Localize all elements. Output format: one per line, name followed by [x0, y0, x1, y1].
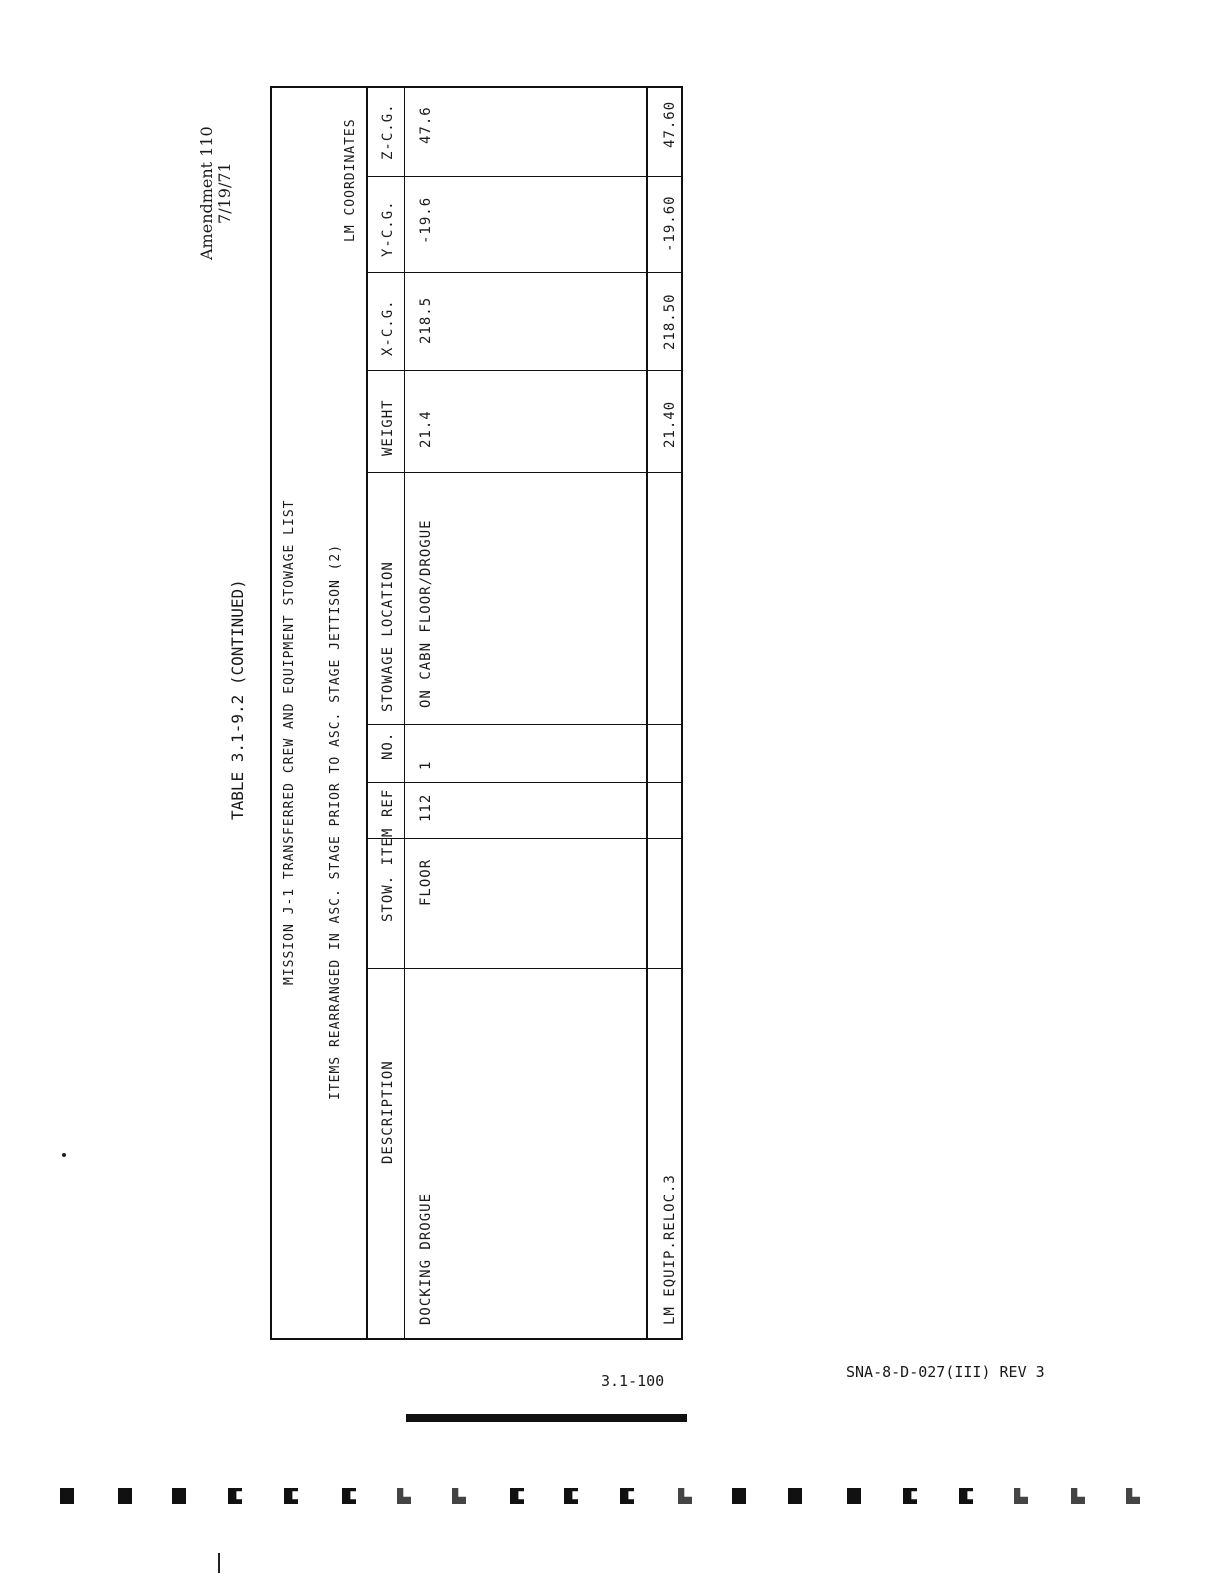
row-stowage-location: ON CABN FLOOR/DROGUE	[418, 519, 434, 708]
binding-mark	[620, 1488, 634, 1504]
binding-mark	[228, 1488, 242, 1504]
binding-mark	[1126, 1488, 1140, 1504]
total-y-cg: -19.60	[662, 195, 678, 252]
header-ref: REF	[380, 788, 396, 817]
binding-mark	[959, 1488, 973, 1504]
row-y-cg: -19.6	[418, 196, 434, 244]
binding-mark	[397, 1488, 411, 1504]
header-stow-item: STOW. ITEM	[380, 827, 396, 922]
grid-line	[366, 724, 683, 725]
row-description: DOCKING DROGUE	[418, 1192, 434, 1325]
scan-speck	[62, 1153, 66, 1157]
grid-line	[366, 88, 368, 1338]
binding-mark	[564, 1488, 578, 1504]
total-weight: 21.40	[662, 400, 678, 448]
binding-mark	[847, 1488, 861, 1504]
header-x-cg: X-C.G.	[380, 299, 396, 356]
binding-mark	[60, 1488, 74, 1504]
scan-tick	[218, 1553, 220, 1573]
header-no: NO.	[380, 731, 396, 760]
amendment-number: Amendment 110	[197, 126, 216, 260]
table-caption: TABLE 3.1-9.2 (CONTINUED)	[228, 579, 247, 820]
row-weight: 21.4	[418, 410, 434, 448]
row-ref: 112	[418, 793, 434, 822]
binding-mark	[510, 1488, 524, 1504]
total-label: LM EQUIP.RELOC.3	[662, 1174, 678, 1325]
amendment-date: 7/19/71	[215, 162, 234, 224]
amendment-note	[198, 126, 234, 260]
header-description: DESCRIPTION	[380, 1060, 396, 1164]
grid-line	[366, 782, 683, 783]
grid-line	[366, 968, 683, 969]
binding-mark	[452, 1488, 466, 1504]
header-y-cg: Y-C.G.	[380, 200, 396, 257]
binding-mark	[284, 1488, 298, 1504]
row-x-cg: 218.5	[418, 296, 434, 344]
table-title-line2: ITEMS REARRANGED IN ASC. STAGE PRIOR TO ASC. STAGE JETTISON (2)	[328, 543, 343, 1100]
document-id: SNA-8-D-027(III) REV 3	[846, 1363, 1045, 1381]
header-weight: WEIGHT	[380, 399, 396, 456]
row-stow-item: FLOOR	[418, 858, 434, 906]
binding-mark	[1071, 1488, 1085, 1504]
grid-line	[404, 88, 405, 1338]
binding-mark	[172, 1488, 186, 1504]
grid-line	[366, 838, 683, 839]
binding-mark	[342, 1488, 356, 1504]
header-stowage-location: STOWAGE LOCATION	[380, 561, 396, 712]
grid-line	[366, 176, 683, 177]
header-z-cg: Z-C.G.	[380, 103, 396, 160]
coordinates-group-label: LM COORDINATES	[343, 118, 358, 242]
binding-mark	[788, 1488, 802, 1504]
binding-mark	[903, 1488, 917, 1504]
binding-mark	[118, 1488, 132, 1504]
row-z-cg: 47.6	[418, 106, 434, 144]
total-z-cg: 47.60	[662, 100, 678, 148]
grid-line	[366, 272, 683, 273]
grid-line	[366, 472, 683, 473]
table-title-line1: MISSION J-1 TRANSFERRED CREW AND EQUIPMENT STOWAGE LIST	[282, 499, 297, 985]
page-number: 3.1-100	[601, 1372, 665, 1390]
total-x-cg: 218.50	[662, 293, 678, 350]
row-no: 1	[418, 760, 434, 770]
binding-mark	[678, 1488, 692, 1504]
grid-line	[646, 88, 648, 1338]
grid-line	[366, 370, 683, 371]
footer-rule	[406, 1414, 687, 1422]
binding-mark	[732, 1488, 746, 1504]
binding-mark	[1014, 1488, 1028, 1504]
